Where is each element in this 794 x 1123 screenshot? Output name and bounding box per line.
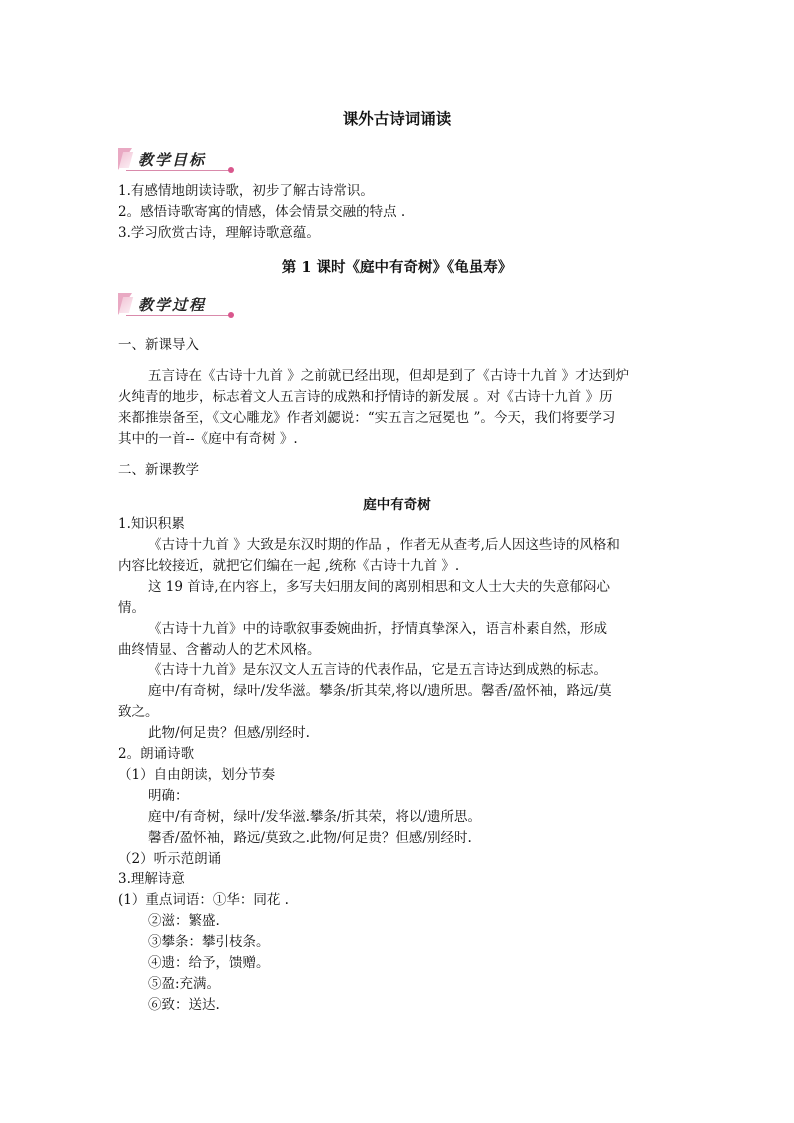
intro-paragraph-line: 火纯青的地步，标志着文人五言诗的成熟和抒情诗的新发展 。对《古诗十九首 》历 [118,389,613,405]
body-text-line: 《古诗十九首》是东汉文人五言诗的代表作品，它是五言诗达到成熟的标志。 [148,662,607,678]
body-text-line: ⑥致：送达. [148,997,220,1013]
body-text-line: 明确： [148,788,189,804]
heading-underline [126,170,230,171]
body-text-line: 1.知识积累 [118,516,185,532]
body-text-line: 这 19 首诗,在内容上，多写夫妇朋友间的离别相思和文人士大夫的失意郁闷心 [148,579,611,595]
body-text-line: 此物/何足贵？但感/别经时. [148,725,310,741]
heading-underline [126,315,230,316]
intro-paragraph-line: 五言诗在《古诗十九首 》之前就已经出现，但却是到了《古诗十九首 》才达到炉 [148,368,630,384]
body-text-line: ②滋：繁盛. [148,913,220,929]
body-text-line: ⑤盈:充满。 [148,976,221,992]
heading-dot-icon [228,312,234,318]
body-text-line: (1）重点词语：①华：同花 . [118,892,289,908]
body-text-line: 2。朗诵诗歌 [118,746,195,762]
section-heading-intro: 一、新课导入 [118,337,199,353]
objectives-heading [118,148,233,174]
body-text-line: ③攀条：攀引枝条。 [148,934,270,950]
objective-item: 1.有感情地朗读诗歌，初步了解古诗常识。 [118,183,374,199]
lesson-title: 第 1 课时《庭中有奇树》《龟虽寿》 [281,259,513,276]
body-text-line: ④遗：给予，馈赠。 [148,955,270,971]
heading-dot-icon [228,167,234,173]
body-text-line: 致之。 [118,704,159,720]
section-heading-teaching: 二、新课教学 [118,462,199,478]
objective-item: 2。感悟诗歌寄寓的情感，体会情景交融的特点 . [118,204,406,220]
poem-title: 庭中有奇树 [363,497,431,513]
process-label: 教学过程 [138,296,207,314]
body-text-line: 《古诗十九首 》大致是东汉时期的作品 ，作者无从查考,后人因这些诗的风格和 [148,537,620,553]
body-text-line: （2）听示范朗诵 [118,851,222,867]
body-text-line: 庭中/有奇树，绿叶/发华滋。攀条/折其荣,将以/遗所思。馨香/盈怀袖，路远/莫 [148,683,612,699]
intro-paragraph-line: 来都推崇备至，《文心雕龙》作者刘勰说：“实五言之冠冕也 ”。今天，我们将要学习 [118,410,616,426]
body-text-line: 《古诗十九首》中的诗歌叙事委婉曲折，抒情真挚深入，语言朴素自然，形成 [148,621,607,637]
objectives-label: 教学目标 [138,151,207,169]
page-title: 课外古诗词诵读 [342,109,452,128]
body-text-line: 馨香/盈怀袖，路远/莫致之.此物/何足贵？但感/别经时. [148,830,472,846]
intro-paragraph-line: 其中的一首--《庭中有奇树 》. [118,431,298,447]
body-text-line: （1）自由朗读，划分节奏 [118,767,276,783]
body-text-line: 内容比较接近，就把它们编在一起 ,统称《古诗十九首 》. [118,558,460,574]
objective-item: 3.学习欣赏古诗，理解诗歌意蕴。 [118,225,320,241]
body-text-line: 曲终情显、含蓄动人的艺术风格。 [118,642,321,658]
body-text-line: 3.理解诗意 [118,871,185,887]
body-text-line: 庭中/有奇树，绿叶/发华滋.攀条/折其荣，将以/遗所思。 [148,809,481,825]
body-text-line: 情。 [118,600,145,616]
process-heading [118,293,233,319]
